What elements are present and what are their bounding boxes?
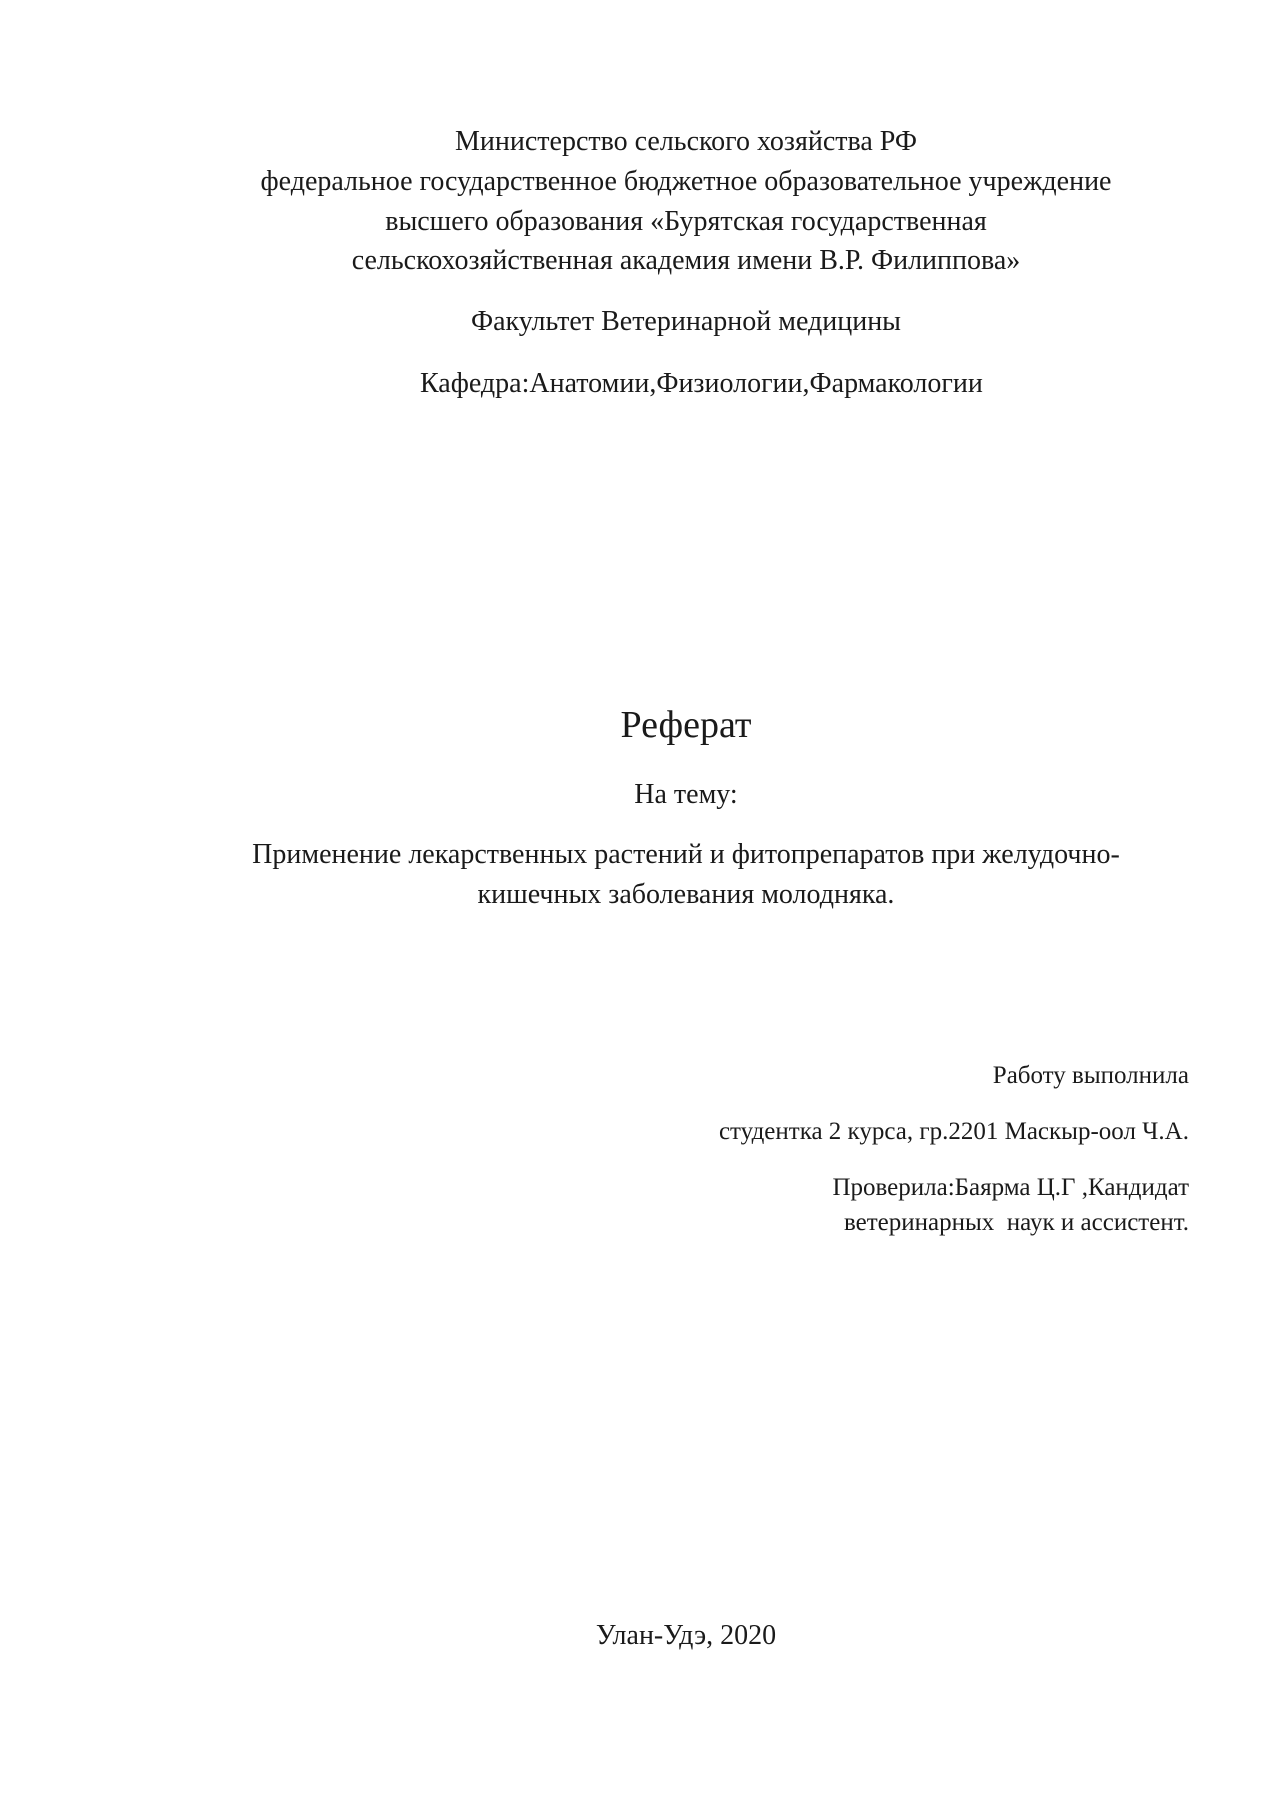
institution-line-3: сельскохозяйственная академия имени В.Р. Филиппова» — [351, 245, 1021, 276]
checked-by-line-2: ветеринарных наук и ассистент. — [844, 1209, 1189, 1236]
done-by-label: Работу выполнила — [992, 1062, 1189, 1089]
institution-line-2: высшего образования «Бурятская государственная — [385, 206, 987, 237]
student-line: студентка 2 курса, гр.2201 Маскыр-оол Ч.А. — [718, 1118, 1189, 1145]
city-year-line: Улан-Удэ, 2020 — [595, 1620, 777, 1651]
department-line: Кафедра:Анатомии,Физиологии,Фармакологии — [420, 368, 983, 399]
faculty-line: Факультет Ветеринарной медицины — [470, 306, 901, 337]
topic-line-1: Применение лекарственных растений и фитопрепаратов при желудочно- — [252, 839, 1120, 870]
checked-by-line-1: Проверила:Баярма Ц.Г ,Кандидат — [832, 1174, 1189, 1201]
ministry-line: Министерство сельского хозяйства РФ — [455, 126, 917, 157]
topic-line-2: кишечных заболевания молодняка. — [477, 879, 895, 910]
topic-label: На тему: — [634, 779, 738, 810]
document-type-title: Реферат — [620, 704, 752, 746]
institution-line-1: федеральное государственное бюджетное образовательное учреждение — [260, 166, 1112, 197]
